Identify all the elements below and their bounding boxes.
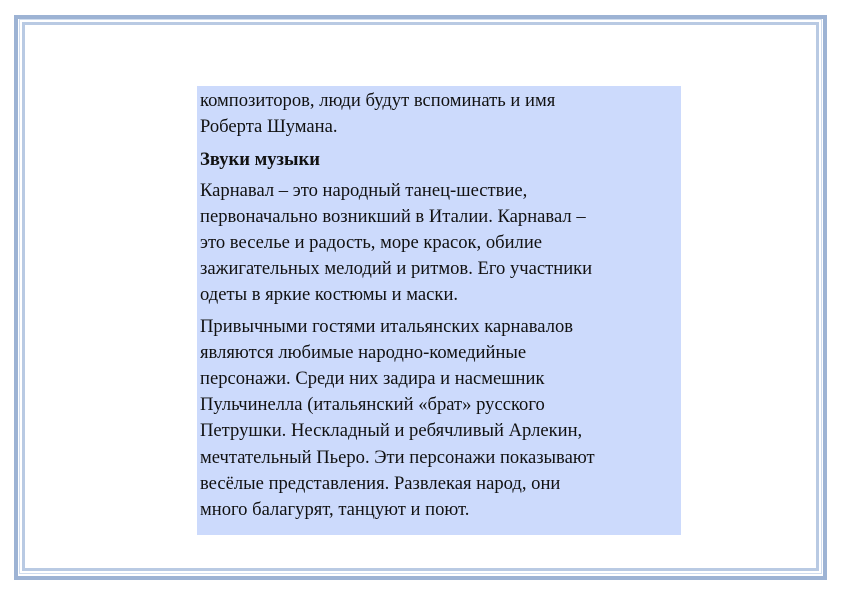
paragraph-line: это веселье и радость, море красок, обилие — [200, 232, 543, 254]
paragraph-line: Петрушки. Нескладный и ребячливый Арлекин, — [200, 420, 583, 442]
intro-line: композиторов, люди будут вспоминать и имя — [200, 90, 556, 111]
paragraph-line: персонажи. Среди них задира и насмешник — [200, 368, 545, 390]
section-heading: Звуки музыки — [200, 149, 320, 171]
text-box — [197, 86, 681, 535]
paragraph-line: зажигательных мелодий и ритмов. Его участники — [200, 258, 593, 280]
paragraph-line: мечтательный Пьеро. Эти персонажи показывают — [200, 446, 595, 468]
paragraph-line: первоначально возникший в Италии. Карнавал – — [200, 205, 586, 227]
paragraph-line: Карнавал – это народный танец-шествие, — [200, 179, 528, 201]
paragraph-line: много балагурят, танцуют и поют. — [200, 499, 470, 521]
paragraph-line: одеты в яркие костюмы и маски. — [200, 284, 459, 306]
intro-line: Роберта Шумана. — [200, 116, 338, 138]
paragraph-line: весёлые представления. Развлекая народ, они — [200, 472, 561, 494]
paragraph-line: Пульчинелла (итальянский «брат» русского — [200, 394, 545, 416]
paragraph-line: Привычными гостями итальянских карнавалов — [200, 315, 574, 337]
paragraph-line: являются любимые народно-комедийные — [200, 341, 527, 363]
